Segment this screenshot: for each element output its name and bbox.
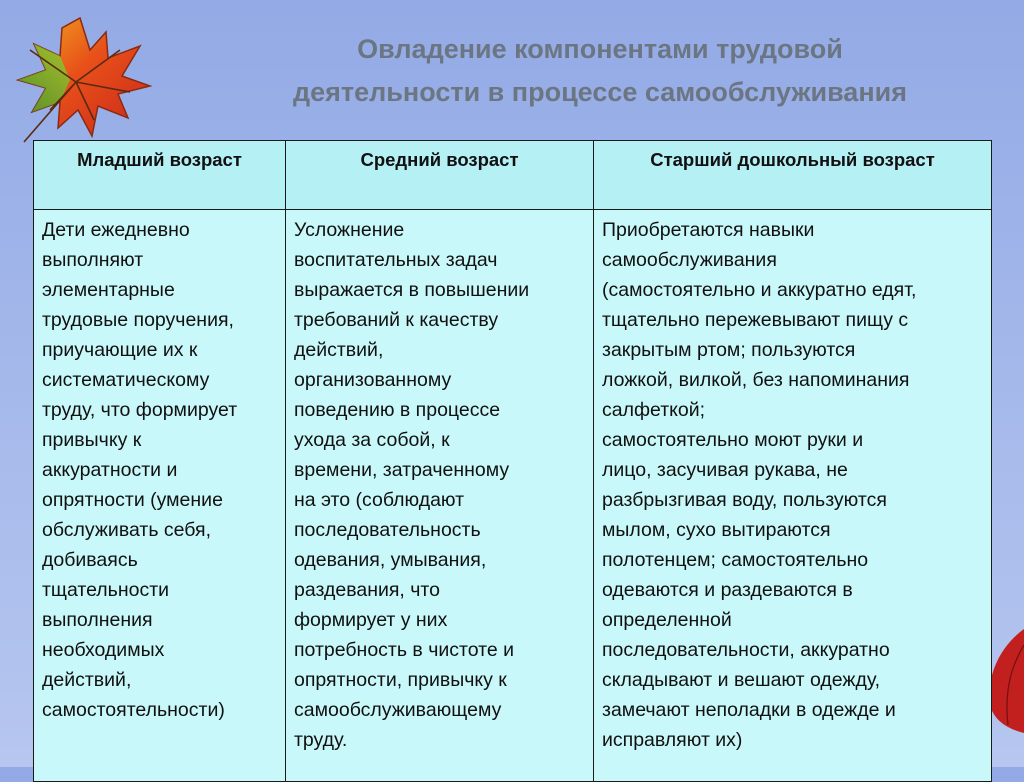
page-title	[180, 28, 1020, 114]
table-row	[34, 210, 992, 782]
title-line-2: деятельности в процессе самообслуживания	[293, 77, 907, 107]
maple-leaf-icon	[10, 10, 160, 150]
header-senior-age: Старший дошкольный возраст	[594, 141, 992, 210]
cell-senior-age: Приобретаются навыки самообслуживания (самостоятельно и аккуратно едят, тщательно пережевывают пищу с закрытым ртом; пользуются ложкой, вилкой, без напоминания салфеткой; самостоятельно моют руки и лицо, засучивая рукава, не разбрызгивая воду, пользуются мылом, сухо вытираются полотенцем; самостоятельно одеваются и раздеваются в определенной последовательности, аккуратно складывают и вешают одежду, замечают неполадки в одежде и исправляют их)	[594, 210, 992, 782]
header-junior-age: Младший возраст	[34, 141, 286, 210]
age-comparison-table	[33, 140, 992, 782]
title-line-1: Овладение компонентами трудовой	[357, 34, 843, 64]
cell-junior-age: Дети ежедневно выполняют элементарные трудовые поручения, приучающие их к систематическому труду, что формирует привычку к аккуратности и опрятности (умение обслуживать себя, добиваясь тщательности выполнения необходимых действий, самостоятельности)	[34, 210, 286, 782]
cell-middle-age: Усложнение воспитательных задач выражается в повышении требований к качеству действий, организованному поведению в процессе ухода за собой, к времени, затраченному на это (соблюдают последовательность одевания, умывания, раздевания, что формирует у них потребность в чистоте и опрятности, привычку к самообслуживающему труду.	[286, 210, 594, 782]
table-header-row	[34, 141, 992, 210]
header-middle-age: Средний возраст	[286, 141, 594, 210]
